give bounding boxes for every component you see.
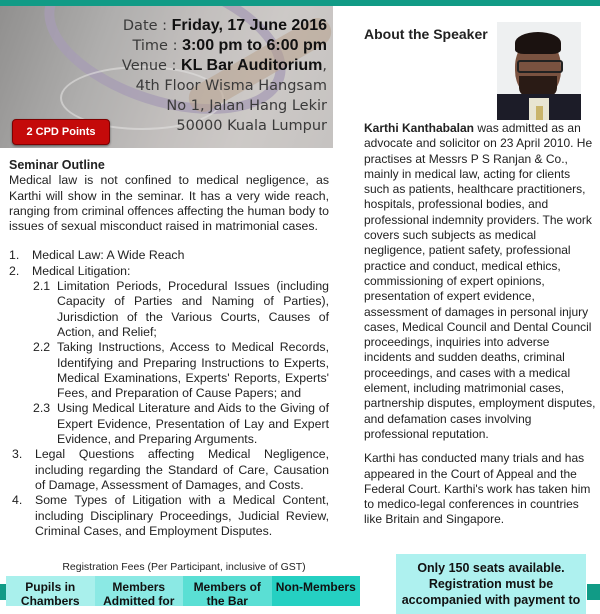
address-line: No 1, Jalan Hang Lekir	[166, 98, 327, 114]
fee-column-header: Members Admitted for	[95, 576, 184, 606]
item-number: 3.	[12, 447, 23, 462]
time-label: Time :	[132, 38, 183, 54]
date-label: Date :	[122, 18, 172, 34]
item-text: Legal Questions affecting Medical Negligence, including regarding the Standard of Care, Causation of Damage, Assessment of Damages, and Costs.	[35, 447, 329, 492]
sub-list-item	[33, 401, 329, 447]
item-text: Some Types of Litigation with a Medical Content, including Disciplinary Proceedings, Judicial Review, Criminal Cases, and Employment Disputes.	[35, 493, 329, 538]
fee-column-header: Non-Members	[272, 576, 361, 606]
cpd-points-badge: 2 CPD Points	[12, 119, 110, 145]
speaker-bio	[364, 121, 596, 537]
outline-list	[9, 248, 329, 539]
photo-tie	[536, 106, 543, 120]
outline-intro: Medical law is not confined to medical negligence, as Karthi will show in the seminar. It has a very wide reach, ranging from criminal offences affecting the human body to issues of sexual misconduct raised in matrimonial cases.	[9, 173, 329, 234]
bio-text: was admitted as an advocate and solicitor on 23 April 2010. He practises at Messrs P S Ranjan & Co., mainly in medical law, acting for clients such as patients, healthcare practitioners, hospitals, professional bodies, and professional indemnity providers. The work covers such subjects as medical negligence, patient safety, professional practice and conduct, medical ethics, commissioning of expert opinions, presentation of expert evidence, assessment of damages in personal injury cases, Medical Council and Dental Council proceedings, inquiries into adverse incidents and sudden deaths, criminal proceedings, and cases with a medical element, including matrimonial cases, partnership disputes, employment disputes, and defamation cases involving professional reputation.	[364, 121, 596, 441]
sub-list-item	[33, 279, 329, 340]
event-date	[122, 16, 327, 36]
list-item	[12, 447, 329, 493]
venue-value: KL Bar Auditorium	[181, 57, 323, 74]
subitem-text: Using Medical Literature and Aids to the Giving of Expert Evidence, Presentation of Lay and Expert Evidence, and Preparing Arguments.	[57, 401, 329, 447]
fees-table-header	[6, 576, 360, 606]
speaker-photo	[497, 22, 581, 120]
speaker-name: Karthi Kanthabalan	[364, 121, 475, 135]
item-text: Medical Law: A Wide Reach	[32, 248, 185, 263]
subitem-number: 2.2	[33, 340, 51, 355]
fee-column-header: Members of the Bar	[183, 576, 272, 606]
bio-paragraph	[364, 121, 596, 442]
venue-label: Venue :	[121, 58, 182, 74]
photo-glasses	[517, 60, 563, 73]
event-time	[122, 36, 327, 56]
event-details	[122, 16, 327, 136]
event-banner	[0, 6, 333, 148]
time-value: 3:00 pm to 6:00 pm	[182, 37, 327, 54]
subitem-text: Limitation Periods, Procedural Issues (including Capacity of Parties and Naming of Parties), Jurisdiction of the Various Courts, Causes of Action, and Relief;	[57, 279, 329, 339]
item-text: Medical Litigation:	[32, 263, 131, 278]
venue-comma: ,	[322, 58, 327, 74]
subitem-number: 2.3	[33, 401, 51, 416]
sub-list-item	[33, 340, 329, 401]
notice-line: accompanied with payment to	[401, 593, 581, 607]
event-venue	[122, 56, 327, 76]
subitem-number: 2.1	[33, 279, 51, 294]
seminar-outline	[9, 158, 329, 539]
item-number: 1.	[9, 248, 20, 263]
photo-hair	[515, 32, 561, 54]
list-item	[9, 248, 329, 263]
item-number: 4.	[12, 493, 23, 508]
fee-column-header: Pupils in Chambers	[6, 576, 95, 606]
item-number: 2.	[9, 263, 20, 278]
outline-title: Seminar Outline	[9, 158, 105, 172]
list-item	[12, 493, 329, 539]
subitem-text: Taking Instructions, Access to Medical Records, Identifying and Preparing Instructions to Experts, Medical Examinations, Experts' Reports, Experts' Fees, and Preparation of Cause Papers; and	[57, 340, 329, 401]
address-line: 50000 Kuala Lumpur	[176, 118, 327, 134]
about-speaker-title: About the Speaker	[364, 26, 488, 42]
list-item	[9, 264, 329, 279]
seats-notice	[396, 554, 586, 614]
fees-caption: Registration Fees (Per Participant, inclusive of GST)	[62, 561, 306, 573]
address-line: 4th Floor Wisma Hangsam	[135, 78, 327, 94]
bio-paragraph: Karthi has conducted many trials and has appeared in the Court of Appeal and the Federal Court. Karthi's work has taken him to medico-legal conferences in countries like Britain and Singapore.	[364, 451, 591, 527]
accent-strip	[587, 584, 600, 600]
notice-line: Only 150 seats available.	[417, 561, 565, 575]
date-value: Friday, 17 June 2016	[171, 17, 327, 34]
notice-line: Registration must be	[428, 577, 554, 591]
